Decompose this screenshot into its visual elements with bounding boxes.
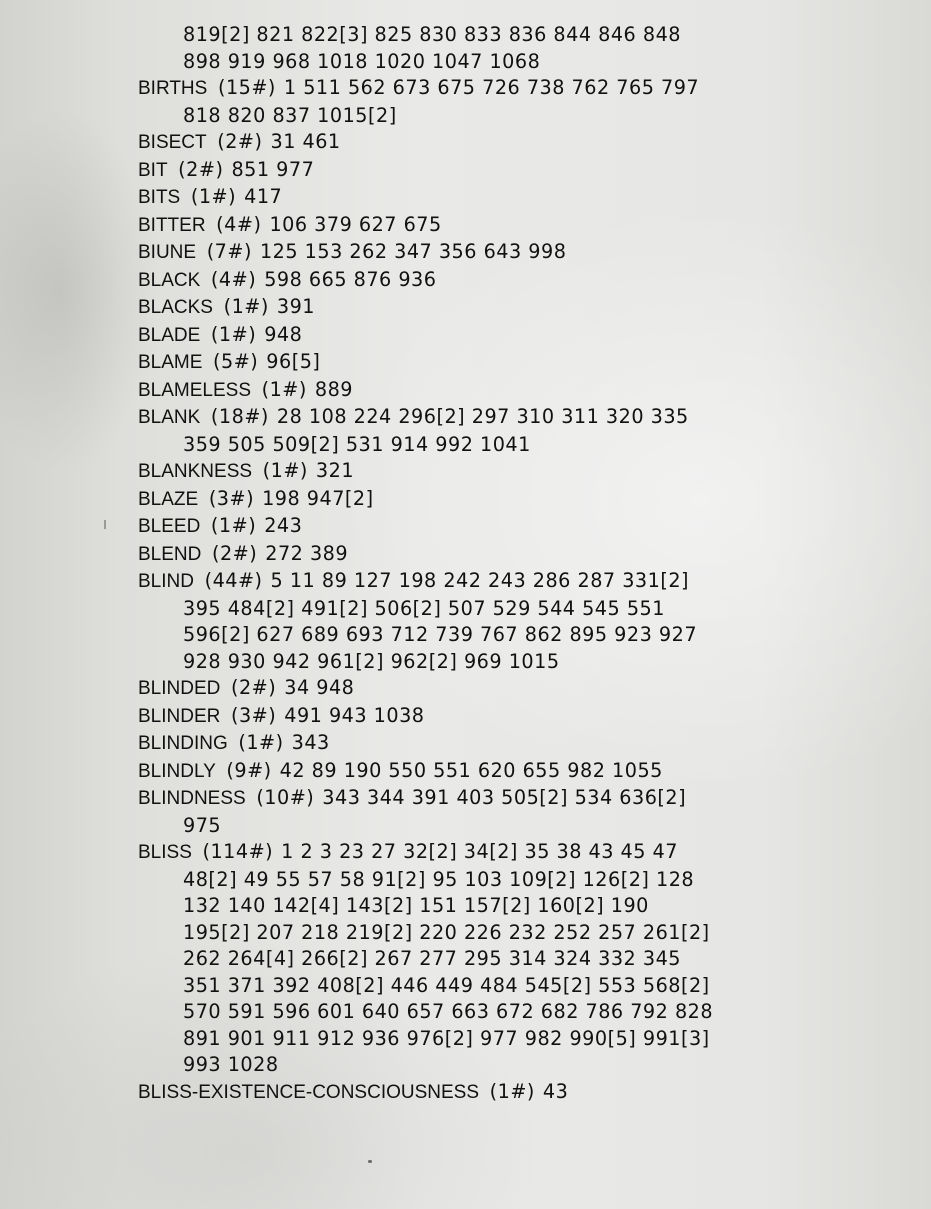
- entry-word: BIRTHS: [138, 78, 208, 99]
- entry-references: 96[5]: [266, 350, 321, 373]
- entry-count: (1#): [210, 514, 257, 537]
- index-entry: [138, 294, 898, 322]
- entry-word: BLAZE: [138, 488, 199, 510]
- entry-count: (2#): [230, 676, 277, 699]
- entry-references: 889: [314, 377, 353, 401]
- entry-references: 1 511 562 673 675 726 738 762 765 797: [283, 76, 700, 99]
- index-entry: [138, 675, 898, 703]
- entry-count: (1#): [190, 185, 237, 208]
- entry-references: 819[2] 821 822[3] 825 830 833 836 844 846 848: [183, 23, 681, 46]
- entry-references: 43: [542, 1079, 569, 1103]
- index-entry: [138, 486, 898, 514]
- entry-references: 898 919 968 1018 1020 1047 1068: [183, 49, 541, 73]
- entry-word: BLAME: [138, 352, 203, 373]
- entry-references: 928 930 942 961[2] 962[2] 969 1015: [183, 649, 560, 673]
- entry-references: 351 371 392 408[2] 446 449 484 545[2] 553 568[2]: [183, 973, 710, 997]
- entry-word: BLACK: [138, 269, 201, 291]
- entry-word: BIT: [138, 159, 168, 181]
- index-entry: [138, 730, 898, 758]
- entry-count: (2#): [178, 157, 224, 181]
- entry-references: 598 665 876 936: [264, 267, 437, 291]
- entry-references: 42 89 190 550 551 620 655 982 1055: [279, 758, 663, 782]
- entry-count: (1#): [210, 322, 257, 346]
- entry-word: BIUNE: [138, 242, 197, 263]
- entry-continuation-line: [138, 596, 898, 623]
- index-entry: [138, 322, 898, 350]
- index-entry: [138, 75, 898, 103]
- entry-word: BLEED: [138, 516, 201, 537]
- entry-references: 106 379 627 675: [269, 212, 442, 236]
- entry-count: (1#): [223, 295, 269, 318]
- entry-count: (7#): [206, 240, 252, 263]
- index-entry: [138, 541, 898, 569]
- index-entry: [138, 568, 898, 596]
- entry-word: BLINDING: [138, 733, 228, 754]
- entry-continuation-line: [138, 432, 898, 459]
- index-entry: [138, 404, 898, 432]
- entry-continuation-line: [138, 1052, 898, 1079]
- entry-continuation-line: [138, 103, 898, 130]
- entry-continuation-line: [138, 946, 898, 973]
- entry-references: 34 948: [284, 676, 355, 699]
- entry-count: (3#): [230, 703, 277, 727]
- index-entry: [138, 377, 898, 405]
- index-entry: [138, 157, 898, 185]
- index-entry: [138, 758, 898, 786]
- entry-word: BLISS: [138, 842, 192, 863]
- entry-count: (44#): [204, 569, 263, 592]
- entry-continuation-line: [138, 649, 898, 676]
- index-entry: [138, 785, 898, 813]
- entry-count: (2#): [217, 130, 263, 153]
- index-entry: [138, 212, 898, 240]
- entry-references: 243: [264, 514, 303, 537]
- entry-count: (18#): [210, 405, 269, 428]
- entry-count: (2#): [211, 541, 258, 565]
- entry-word: BLANK: [138, 407, 201, 428]
- entry-references: 343: [291, 731, 330, 754]
- entry-continuation-line: [138, 813, 898, 840]
- entry-continuation-line: [138, 920, 898, 947]
- concordance-index: [138, 22, 898, 1106]
- entry-count: (114#): [202, 840, 274, 863]
- entry-references: 948: [264, 322, 303, 346]
- entry-references: 198 947[2]: [262, 486, 374, 510]
- entry-word: BLINDNESS: [138, 788, 246, 809]
- entry-continuation-line: [138, 22, 898, 49]
- index-entry: [138, 1079, 898, 1107]
- entry-references: 195[2] 207 218 219[2] 220 226 232 252 257 261[2]: [183, 920, 710, 944]
- entry-references: 993 1028: [183, 1053, 279, 1076]
- entry-references: 321: [315, 459, 355, 482]
- entry-word: BLADE: [138, 324, 201, 346]
- entry-references: 417: [244, 185, 283, 208]
- entry-word: BITS: [138, 187, 181, 208]
- entry-continuation-line: [138, 49, 898, 76]
- entry-word: BLINDER: [138, 705, 221, 727]
- entry-references: 28 108 224 296[2] 297 310 311 320 335: [276, 405, 689, 428]
- index-entry: [138, 458, 898, 486]
- entry-references: 48[2] 49 55 57 58 91[2] 95 103 109[2] 126[2] 128: [183, 867, 695, 891]
- index-entry: [138, 703, 898, 731]
- entry-references: 975: [183, 813, 222, 837]
- entry-count: (3#): [208, 486, 255, 510]
- entry-word: BISECT: [138, 132, 207, 153]
- margin-mark: [104, 520, 106, 529]
- entry-word: BLIND: [138, 571, 194, 592]
- entry-references: 395 484[2] 491[2] 506[2] 507 529 544 545 551: [183, 596, 665, 620]
- entry-count: (10#): [256, 786, 315, 809]
- entry-word: BLAMELESS: [138, 379, 251, 401]
- entry-word: BLACKS: [138, 297, 213, 318]
- entry-references: 272 389: [265, 541, 349, 565]
- index-entry: [138, 239, 898, 267]
- entry-continuation-line: [138, 867, 898, 894]
- entry-continuation-line: [138, 973, 898, 1000]
- entry-references: 31 461: [270, 130, 341, 153]
- entry-continuation-line: [138, 893, 898, 920]
- entry-references: 359 505 509[2] 531 914 992 1041: [183, 432, 531, 456]
- entry-references: 818 820 837 1015[2]: [183, 103, 397, 127]
- entry-count: (4#): [210, 267, 257, 291]
- entry-references: 491 943 1038: [284, 703, 425, 727]
- entry-word: BLISS-EXISTENCE-CONSCIOUSNESS: [138, 1081, 480, 1103]
- entry-references: 391: [276, 295, 315, 318]
- entry-word: BLEND: [138, 543, 202, 565]
- entry-word: BLINDLY: [138, 760, 216, 782]
- entry-word: BITTER: [138, 214, 206, 236]
- entry-references: 5 11 89 127 198 242 243 286 287 331[2]: [270, 569, 690, 592]
- entry-references: 1 2 3 23 27 32[2] 34[2] 35 38 43 45 47: [281, 840, 678, 863]
- ink-speck: [368, 1160, 372, 1163]
- entry-references: 343 344 391 403 505[2] 534 636[2]: [322, 786, 687, 809]
- entry-references: 132 140 142[4] 143[2] 151 157[2] 160[2] 190: [183, 894, 649, 917]
- entry-count: (5#): [213, 350, 259, 373]
- entry-count: (1#): [489, 1079, 535, 1103]
- entry-references: 851 977: [231, 157, 315, 181]
- entry-continuation-line: [138, 622, 898, 649]
- entry-continuation-line: [138, 999, 898, 1026]
- entry-count: (1#): [261, 377, 307, 401]
- index-entry: [138, 513, 898, 541]
- entry-word: BLINDED: [138, 678, 221, 699]
- entry-count: (1#): [238, 731, 284, 754]
- entry-count: (9#): [226, 758, 272, 782]
- index-entry: [138, 267, 898, 295]
- entry-references: 596[2] 627 689 693 712 739 767 862 895 923 927: [183, 623, 698, 646]
- index-entry: [138, 839, 898, 867]
- entry-count: (15#): [217, 76, 276, 99]
- entry-count: (4#): [216, 212, 262, 236]
- entry-word: BLANKNESS: [138, 461, 253, 482]
- entry-references: 125 153 262 347 356 643 998: [259, 240, 567, 263]
- entry-references: 891 901 911 912 936 976[2] 977 982 990[5] 991[3]: [183, 1026, 710, 1050]
- index-entry: [138, 349, 898, 377]
- entry-references: 570 591 596 601 640 657 663 672 682 786 792 828: [183, 1000, 714, 1023]
- entry-count: (1#): [262, 459, 308, 482]
- index-entry: [138, 184, 898, 212]
- entry-references: 262 264[4] 266[2] 267 277 295 314 324 332 345: [183, 947, 681, 970]
- entry-continuation-line: [138, 1026, 898, 1053]
- index-entry: [138, 129, 898, 157]
